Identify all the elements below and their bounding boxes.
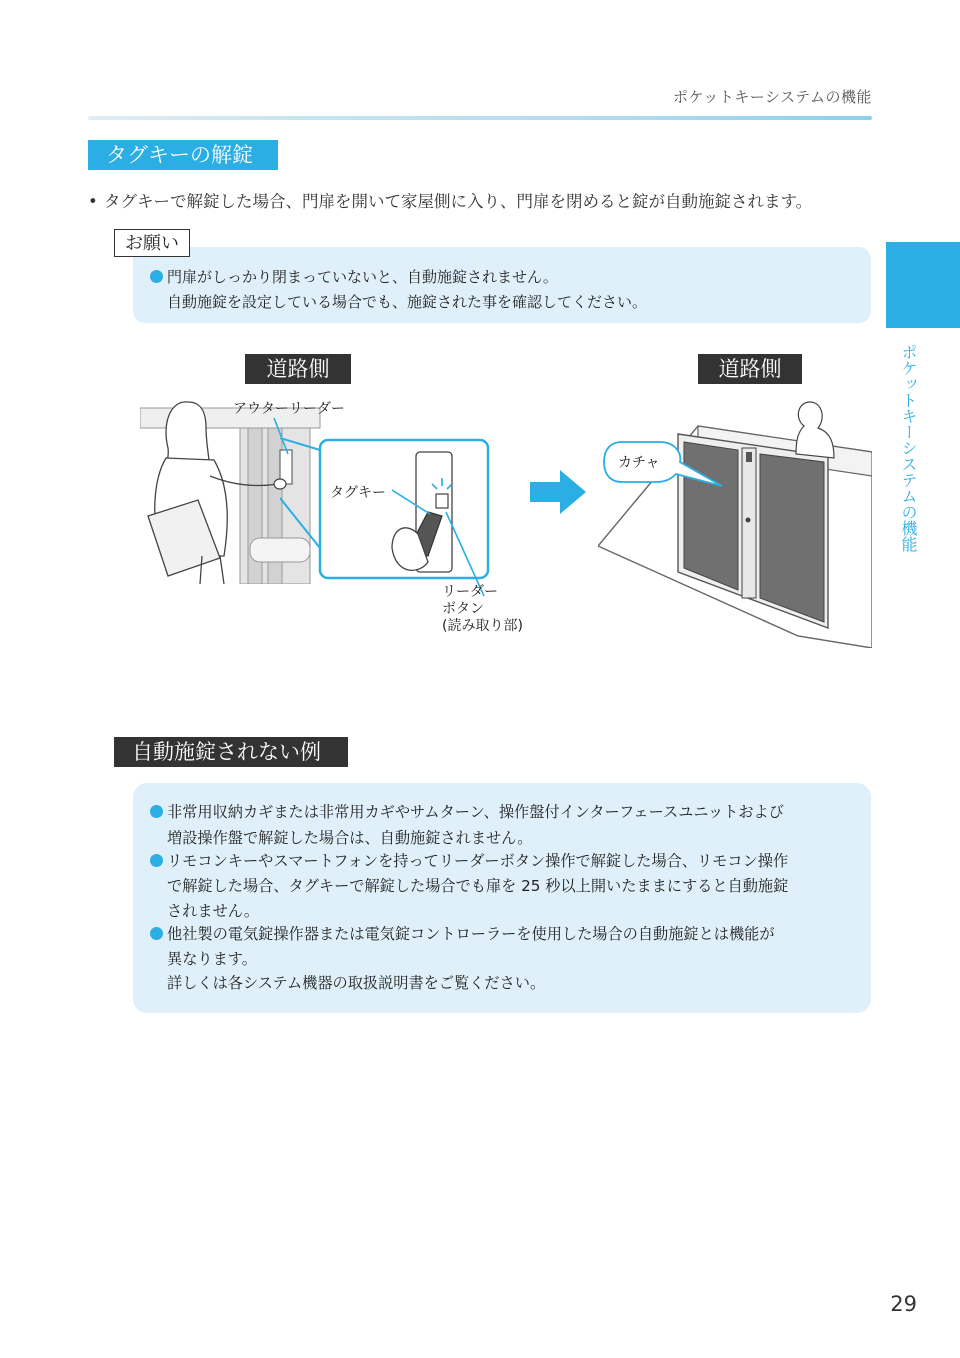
side-tab-label: ポケットキーシステムの機能 (899, 344, 918, 552)
blue-bullet-icon (150, 805, 163, 818)
no-auto-lock-item-1 (150, 799, 784, 825)
no-auto-lock-item-3-line-3: 詳しくは各システム機器の取扱説明書をご覧ください。 (167, 974, 546, 992)
reader-button-line-3: (読み取り部) (442, 618, 523, 634)
tag-key-label: タグキー (330, 485, 386, 501)
blue-bullet-icon (150, 854, 163, 867)
right-scene-illustration (598, 396, 872, 648)
no-auto-lock-item-3-line-2: 異なります。 (167, 950, 257, 968)
blue-bullet-icon (150, 927, 163, 940)
request-label: お願い (114, 229, 190, 257)
reader-button-line-1: リーダー (442, 584, 498, 600)
request-line-2: 自動施錠を設定している場合でも、施錠された事を確認してください。 (167, 293, 648, 311)
page-number: 29 (890, 1292, 917, 1316)
road-side-label-left: 道路側 (245, 354, 351, 384)
no-auto-lock-item-1-line-2: 増設操作盤で解錠した場合は、自動施錠されません。 (167, 829, 533, 847)
reader-button-line-2: ボタン (442, 601, 484, 617)
bullet-dot-icon: • (88, 192, 98, 211)
outer-reader-label: アウターリーダー (233, 401, 345, 417)
no-auto-lock-item-2-line-1: リモコンキーやスマートフォンを持ってリーダーボタン操作で解錠した場合、リモコン操作 (167, 852, 789, 870)
section1-bullet (88, 188, 812, 212)
blue-bullet-icon (150, 270, 163, 283)
section-title-no-auto-lock: 自動施錠されない例 (114, 737, 348, 767)
section1-bullet-text: タグキーで解錠した場合、門扉を開いて家屋側に入り、門扉を閉めると錠が自動施錠されます。 (104, 192, 813, 211)
no-auto-lock-item-2-line-3: されません。 (167, 902, 260, 920)
request-line-1 (150, 266, 558, 287)
request-line-1-text: 門扉がしっかり閉まっていないと、自動施錠されません。 (167, 268, 558, 286)
tag-key-leader-line (392, 488, 432, 518)
side-tab (886, 242, 960, 328)
outer-reader-leader-line (270, 416, 300, 456)
header-title: ポケットキーシステムの機能 (673, 88, 872, 106)
right-arrow-icon (530, 470, 586, 514)
sound-bubble-text: カチャ (618, 455, 660, 471)
no-auto-lock-item-3 (150, 921, 775, 947)
road-side-label-right: 道路側 (698, 354, 802, 384)
no-auto-lock-item-3-line-1: 他社製の電気錠操作器または電気錠コントローラーを使用した場合の自動施錠とは機能が (167, 925, 775, 943)
no-auto-lock-item-2-line-2: で解錠した場合、タグキーで解錠した場合でも扉を 25 秒以上開いたままにすると自動施錠 (167, 877, 789, 895)
no-auto-lock-item-2 (150, 848, 788, 874)
reader-button-label (442, 584, 523, 635)
header-rule (88, 116, 872, 120)
section-title-tag-key: タグキーの解錠 (88, 140, 278, 170)
no-auto-lock-item-1-line-1: 非常用収納カギまたは非常用カギやサムターン、操作盤付インターフェースユニットおよび (167, 803, 784, 821)
